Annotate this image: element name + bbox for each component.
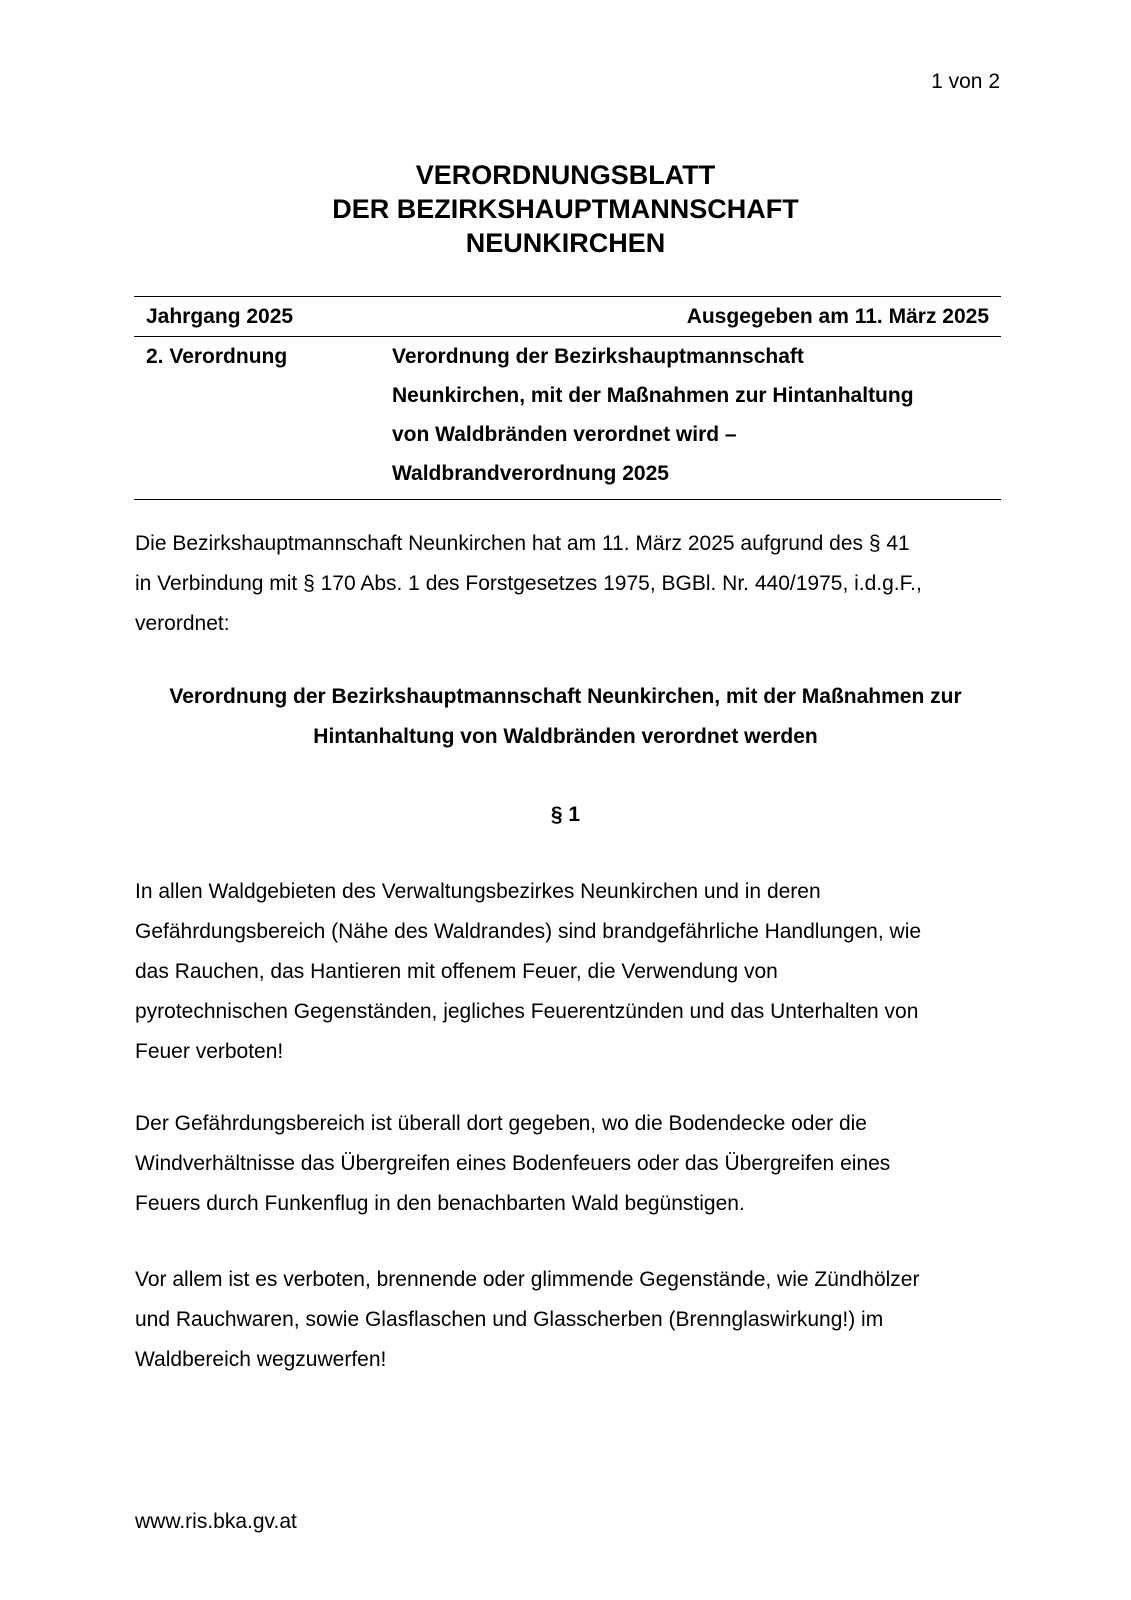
regulation-title-line: Waldbrandverordnung 2025 (392, 462, 669, 485)
text-line: Gefährdungsbereich (Nähe des Waldrandes) sind brandgefährliche Handlungen, wie (135, 920, 922, 943)
bottom-rule (134, 499, 1001, 500)
intro-paragraph (135, 524, 1005, 644)
text-line: Der Gefährdungsbereich ist überall dort gegeben, wo die Bodendecke oder die (135, 1112, 867, 1135)
text-line: Feuer verboten! (135, 1040, 284, 1063)
regulation-heading (0, 677, 1131, 757)
regulation-number: 2. Verordnung (146, 345, 288, 368)
regulation-title-line: Verordnung der Bezirkshauptmannschaft (392, 345, 804, 368)
paragraph-2 (135, 1104, 1005, 1224)
regulation-title-line: Neunkirchen, mit der Maßnahmen zur Hintanhaltung (392, 384, 914, 407)
text-line: pyrotechnischen Gegenständen, jegliches Feuerentzünden und das Unterhalten von (135, 1000, 919, 1023)
section-label: § 1 (550, 803, 581, 826)
issued-date-label: Ausgegeben am 11. März 2025 (686, 304, 989, 328)
text-line: in Verbindung mit § 170 Abs. 1 des Forstgesetzes 1975, BGBl. Nr. 440/1975, i.d.g.F., (135, 572, 922, 595)
text-line: Waldbereich wegzuwerfen! (135, 1348, 387, 1371)
text-line: und Rauchwaren, sowie Glasflaschen und Glasscherben (Brennglaswirkung!) im (135, 1308, 884, 1331)
paragraph-1 (135, 872, 1005, 1072)
text-line: verordnet: (135, 612, 230, 635)
text-line: Vor allem ist es verboten, brennende oder glimmende Gegenstände, wie Zündhölzer (135, 1268, 920, 1291)
regulation-row (134, 337, 1001, 499)
gazette-title (0, 158, 1131, 260)
heading-line: Hintanhaltung von Waldbränden verordnet werden (313, 725, 818, 748)
title-line-3: NEUNKIRCHEN (465, 228, 666, 258)
text-line: Windverhältnisse das Übergreifen eines Bodenfeuers oder das Übergreifen eines (135, 1152, 891, 1175)
issue-row (134, 297, 1001, 336)
title-line-2: DER BEZIRKSHAUPTMANNSCHAFT (332, 194, 799, 224)
text-line: das Rauchen, das Hantieren mit offenem Feuer, die Verwendung von (135, 960, 778, 983)
jahrgang-label: Jahrgang 2025 (146, 304, 294, 328)
regulation-title-line: von Waldbränden verordnet wird – (392, 423, 737, 446)
regulation-title (392, 337, 972, 493)
footer-url[interactable]: www.ris.bka.gv.at (135, 1510, 297, 1533)
text-line: Die Bezirkshauptmannschaft Neunkirchen hat am 11. März 2025 aufgrund des § 41 (135, 532, 910, 555)
text-line: Feuers durch Funkenflug in den benachbarten Wald begünstigen. (135, 1192, 745, 1215)
title-line-1: VERORDNUNGSBLATT (415, 160, 716, 190)
paragraph-3 (135, 1260, 1005, 1380)
heading-line: Verordnung der Bezirkshauptmannschaft Neunkirchen, mit der Maßnahmen zur (169, 685, 962, 708)
text-line: In allen Waldgebieten des Verwaltungsbezirkes Neunkirchen und in deren (135, 880, 821, 903)
page-number: 1 von 2 (931, 70, 1000, 93)
issue-meta-table (134, 296, 1001, 500)
